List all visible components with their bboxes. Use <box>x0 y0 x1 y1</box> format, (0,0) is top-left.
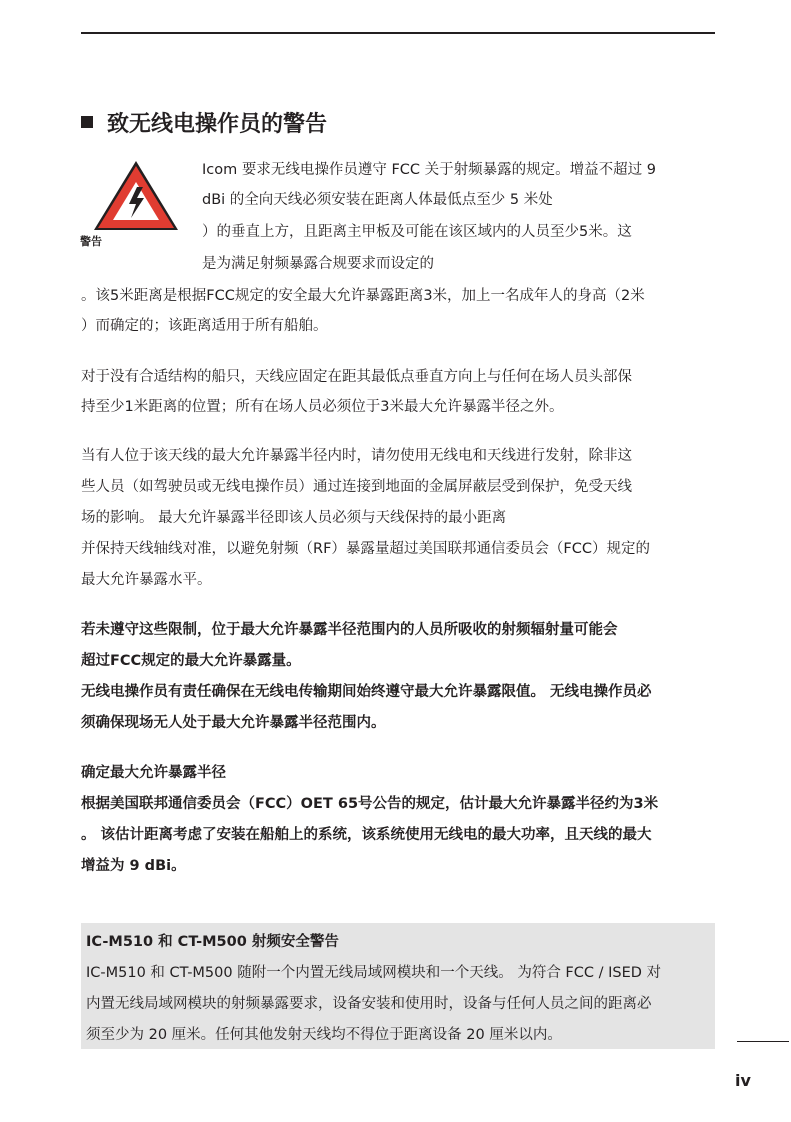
paragraph-line: 场的影响。 最大允许暴露半径即该人员必须与天线保持的最小距离 <box>81 510 507 526</box>
paragraph-line: 并保持天线轴线对准，以避免射频（RF）暴露量超过美国联邦通信委员会（FCC）规定的 <box>81 541 651 557</box>
mpe-section-line: 根据美国联邦通信委员会（FCC）OET 65号公告的规定，估计最大允许暴露半径约为3米 <box>81 796 659 812</box>
paragraph-line: 最大允许暴露水平。 <box>81 572 212 588</box>
bold-warning-line: 无线电操作员有责任确保在无线电传输期间始终遵守最大允许暴露限值。 无线电操作员必 <box>81 684 652 700</box>
top-rule <box>81 32 715 34</box>
paragraph-line: 当有人位于该天线的最大允许暴露半径内时，请勿使用无线电和天线进行发射，除非这 <box>81 448 632 464</box>
intro-line: ）的垂直上方，且距离主甲板及可能在该区域内的人员至少5米。这 <box>202 224 632 240</box>
intro-line: 。该5米距离是根据FCC规定的安全最大允许暴露距离3米，加上一名成年人的身高（2米 <box>81 288 645 304</box>
intro-line: ）而确定的；该距离适用于所有船舶。 <box>81 318 328 334</box>
high-voltage-warning-icon <box>91 157 181 233</box>
mpe-section-title: 确定最大允许暴露半径 <box>81 765 226 781</box>
intro-line: 是为满足射频暴露合规要求而设定的 <box>202 256 434 272</box>
rf-safety-line: 须至少为 20 厘米。任何其他发射天线均不得位于距离设备 20 厘米以内。 <box>86 1027 562 1043</box>
bold-warning-line: 超过FCC规定的最大允许暴露量。 <box>81 653 301 669</box>
mpe-section-line: 增益为 9 dBi。 <box>81 858 186 874</box>
warning-label: 警告 <box>80 235 102 248</box>
rf-safety-title: IC-M510 和 CT-M500 射频安全警告 <box>86 934 339 950</box>
section-heading <box>81 110 327 140</box>
footer-rule <box>737 1041 789 1042</box>
paragraph-line: 持至少1米距离的位置；所有在场人员必须位于3米最大允许暴露半径之外。 <box>81 399 564 415</box>
bold-warning-line: 须确保现场无人处于最大允许暴露半径范围内。 <box>81 715 386 731</box>
intro-line: Icom 要求无线电操作员遵守 FCC 关于射频暴露的规定。增益不超过 9 <box>202 162 656 178</box>
paragraph-line: 对于没有合适结构的船只，天线应固定在距其最低点垂直方向上与任何在场人员头部保 <box>81 369 632 385</box>
intro-line: dBi 的全向天线必须安装在距离人体最低点至少 5 米处 <box>202 192 553 208</box>
rf-safety-line: 内置无线局域网模块的射频暴露要求，设备安装和使用时，设备与任何人员之间的距离必 <box>86 996 652 1012</box>
bold-warning-line: 若未遵守这些限制，位于最大允许暴露半径范围内的人员所吸收的射频辐射量可能会 <box>81 622 618 638</box>
heading-text: 致无线电操作员的警告 <box>107 112 328 137</box>
page-number: iv <box>735 1071 751 1090</box>
heading-bullet <box>81 116 93 128</box>
mpe-section-line: 。 该估计距离考虑了安装在船舶上的系统，该系统使用无线电的最大功率，且天线的最大 <box>81 827 652 843</box>
paragraph-line: 些人员（如驾驶员或无线电操作员）通过连接到地面的金属屏蔽层受到保护，免受天线 <box>81 479 632 495</box>
rf-safety-line: IC-M510 和 CT-M500 随附一个内置无线局域网模块和一个天线。 为符合 FCC / ISED 对 <box>86 965 662 981</box>
